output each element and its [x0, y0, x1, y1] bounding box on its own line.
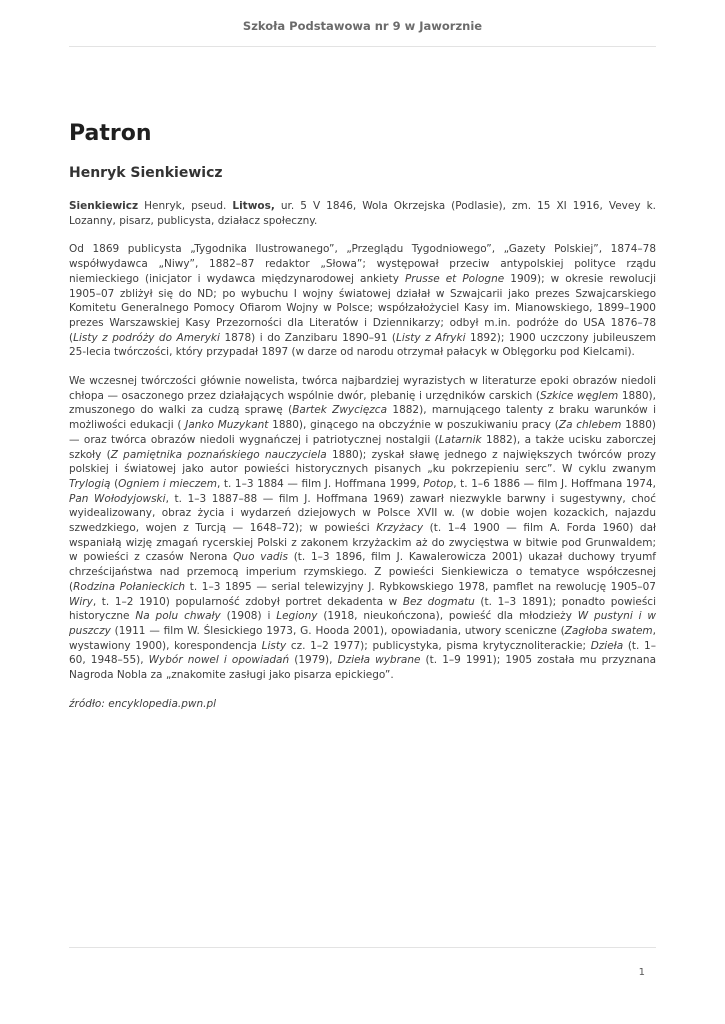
title-italic: Na polu chwały: [135, 610, 221, 623]
text: 1882), a także ucisku zaborczej szkoły (: [69, 433, 656, 461]
paragraph-bio: [69, 199, 656, 228]
title-italic: Ogniem i mieczem: [118, 477, 217, 490]
title-italic: Janko Muzykant: [185, 419, 269, 432]
source-note: [69, 697, 656, 712]
text: (1908) i: [220, 610, 277, 623]
text: (t. 1–60, 1948–55),: [69, 639, 656, 667]
text: , t. 1–6 1886 — film J. Hoffmana 1974,: [453, 477, 656, 490]
text: 1878) i do Zanzibaru 1890–91 (: [219, 331, 397, 344]
text: , wystawiony 1900), korespondencja: [69, 624, 657, 652]
title-italic: Dzieła: [590, 639, 624, 652]
page-number: 1: [638, 967, 645, 978]
title-italic: Za chlebem: [558, 419, 622, 432]
title-italic: Wiry: [69, 595, 93, 608]
text: (1918, nieukończona), powieść dla młodzieży: [317, 610, 578, 623]
title-italic: Szkice węglem: [539, 389, 619, 402]
text: (t. 1–4 1900 — film A. Forda 1960) dał wspaniałą wizję zmagań rycerskiej Polski z zakonem krzyżackim aż do zwycięstwa w bitwie pod Grunwaldem; w powieści z czasów Nerona: [69, 522, 656, 564]
title-italic: Listy z podróży do Ameryki: [73, 331, 220, 344]
paragraph-activity: [69, 242, 656, 360]
title-italic: W pustyni i w puszczy: [69, 610, 656, 637]
title-italic: Listy: [261, 639, 287, 652]
title-italic: Dzieła wybrane: [337, 654, 421, 667]
text: 1880) — oraz twórca obrazów niedoli wygnańczej i patriotycznej nostalgii (: [69, 419, 656, 446]
site-header-title: Szkoła Podstawowa nr 9 w Jaworznie: [242, 19, 483, 33]
title-italic: Bartek Zwycięzca: [292, 404, 388, 417]
title-italic: Listy z Afryki: [396, 331, 466, 344]
page-subtitle: Henryk Sienkiewicz: [69, 165, 223, 181]
title-italic: Bez dogmatu: [402, 595, 475, 608]
text: cz. 1–2 1977); publicystyka, pisma krytycznoliterackie;: [286, 639, 591, 652]
text: (1979),: [289, 654, 338, 667]
page-title: Patron: [69, 121, 152, 146]
title-italic: Legiony: [276, 610, 318, 623]
text: (t. 1–9 1991); 1905 została mu przyznana Nagroda Nobla za „znakomite zasługi jako pisarza epickiego”.: [69, 654, 657, 682]
text: , t. 1–3 1884 — film J. Hoffmana 1999,: [217, 477, 424, 490]
text: 1880), zmuszonego do walki za cudzą sprawę (: [69, 389, 656, 417]
text: 1880); zyskał sławę jednego z największych twórców prozy polskiej i światowej jako autor powieści historycznych pisanych „ku pokrzepieniu serc”. W cyklu zwanym: [69, 448, 656, 476]
paragraph-works: [69, 374, 656, 683]
text: 1909); w okresie rewolucji 1905–07 zbliżył się do ND; po wybuchu I wojny światowej działał w Szwajcarii jako prezes Szwajcarskiego Komitetu Generalnego Pomocy Ofiarom Wojny w Polsce; współzałożyciel Kasy im. Mianowskiego, 1899–1900 prezes Warszawskiej Kasy Przezorności dla Literatów i Dziennikarzy; odbył m.in. podróże do USA 1876–78 (: [69, 272, 656, 344]
text: (: [110, 477, 119, 490]
footer-divider: [69, 947, 656, 948]
title-italic: Quo vadis: [233, 551, 288, 564]
text: We wczesnej twórczości głównie nowelista, twórca najbardziej wyrazistych w literaturze epoki obrazów niedoli chłopa — osaczonego przez działających wspólnie dwór, plebanię i urzędników carskich (: [69, 375, 656, 402]
title-italic: Prusse et Pologne: [404, 272, 505, 285]
text: , t. 1–3 1887–88 — film J. Hoffmana 1969) zawarł niezwykle barwny i sugestywny, choć wyidealizowany, obraz życia i wydarzeń dziejowych w Polsce XVII w. (w dobie wojen kozackich, najazdu szwedzkiego, wojen z Turcją — 1648–72); w powieści: [69, 492, 656, 535]
text: (t. 1–3 1896, film J. Kawalerowicza 2001) ukazał duchowy tryumf chrześcijaństwa nad przemocą imperium rzymskiego. Z powieści Sienkiewicza o tematyce współczesnej (: [69, 551, 656, 593]
text: (t. 1–3 1891); ponadto powieści historyczne: [69, 595, 656, 623]
title-italic: Rodzina Połanieckich: [73, 580, 186, 593]
text: t. 1–3 1895 — serial telewizyjny J. Rybkowskiego 1978, pamflet na rewolucję 1905–07: [185, 580, 656, 593]
title-italic: Trylogią: [69, 477, 111, 490]
bold-text: Litwos,: [232, 200, 275, 212]
title-italic: Wybór nowel i opowiadań: [148, 654, 290, 667]
text: Henryk, pseud.: [138, 200, 233, 212]
title-italic: Zagłoba swatem: [564, 624, 653, 637]
title-italic: Pan Wołodyjowski: [69, 492, 166, 505]
text: Od 1869 publicysta „Tygodnika Ilustrowanego”, „Przeglądu Tygodniowego”, „Gazety Polskiej”, 1874–78 współwydawca „Niwy”, 1882–87 redaktor „Słowa”; występował przeciw antypolskiej polityce rządu niemieckiego (inicjator i wydawca międzynarodowej ankiety: [69, 243, 656, 285]
text: 1892); 1900 uczczony jubileuszem 25-lecia twórczości, który przypadał 1897 (w darze od narodu otrzymał pałacyk w Oblęgorku pod Kielcami).: [69, 331, 657, 359]
bold-text: Sienkiewicz: [69, 200, 139, 212]
title-italic: Z pamiętnika poznańskiego nauczyciela: [110, 448, 327, 461]
text: (1911 — film W. Ślesickiego 1973, G. Hooda 2001), opowiadania, utwory sceniczne (: [110, 624, 565, 637]
title-italic: Krzyżacy: [376, 522, 424, 535]
text: 1882), marnującego talenty z braku warunków i możliwości edukacji (: [69, 404, 656, 432]
article: [69, 118, 656, 726]
text: 1880), ginącego na obczyźnie w poszukiwaniu pracy (: [268, 419, 559, 432]
text: , t. 1–2 1910) popularność zdobył portret dekadenta w: [92, 595, 403, 608]
text: ur. 5 V 1846, Wola Okrzejska (Podlasie), zm. 15 XI 1916, Vevey k. Lozanny, pisarz, publicysta, działacz społeczny.: [69, 200, 656, 227]
header-divider: [69, 46, 656, 47]
source-text: źródło: encyklopedia.pwn.pl: [69, 697, 217, 710]
title-italic: Potop: [423, 477, 454, 490]
title-italic: Latarnik: [438, 433, 482, 446]
